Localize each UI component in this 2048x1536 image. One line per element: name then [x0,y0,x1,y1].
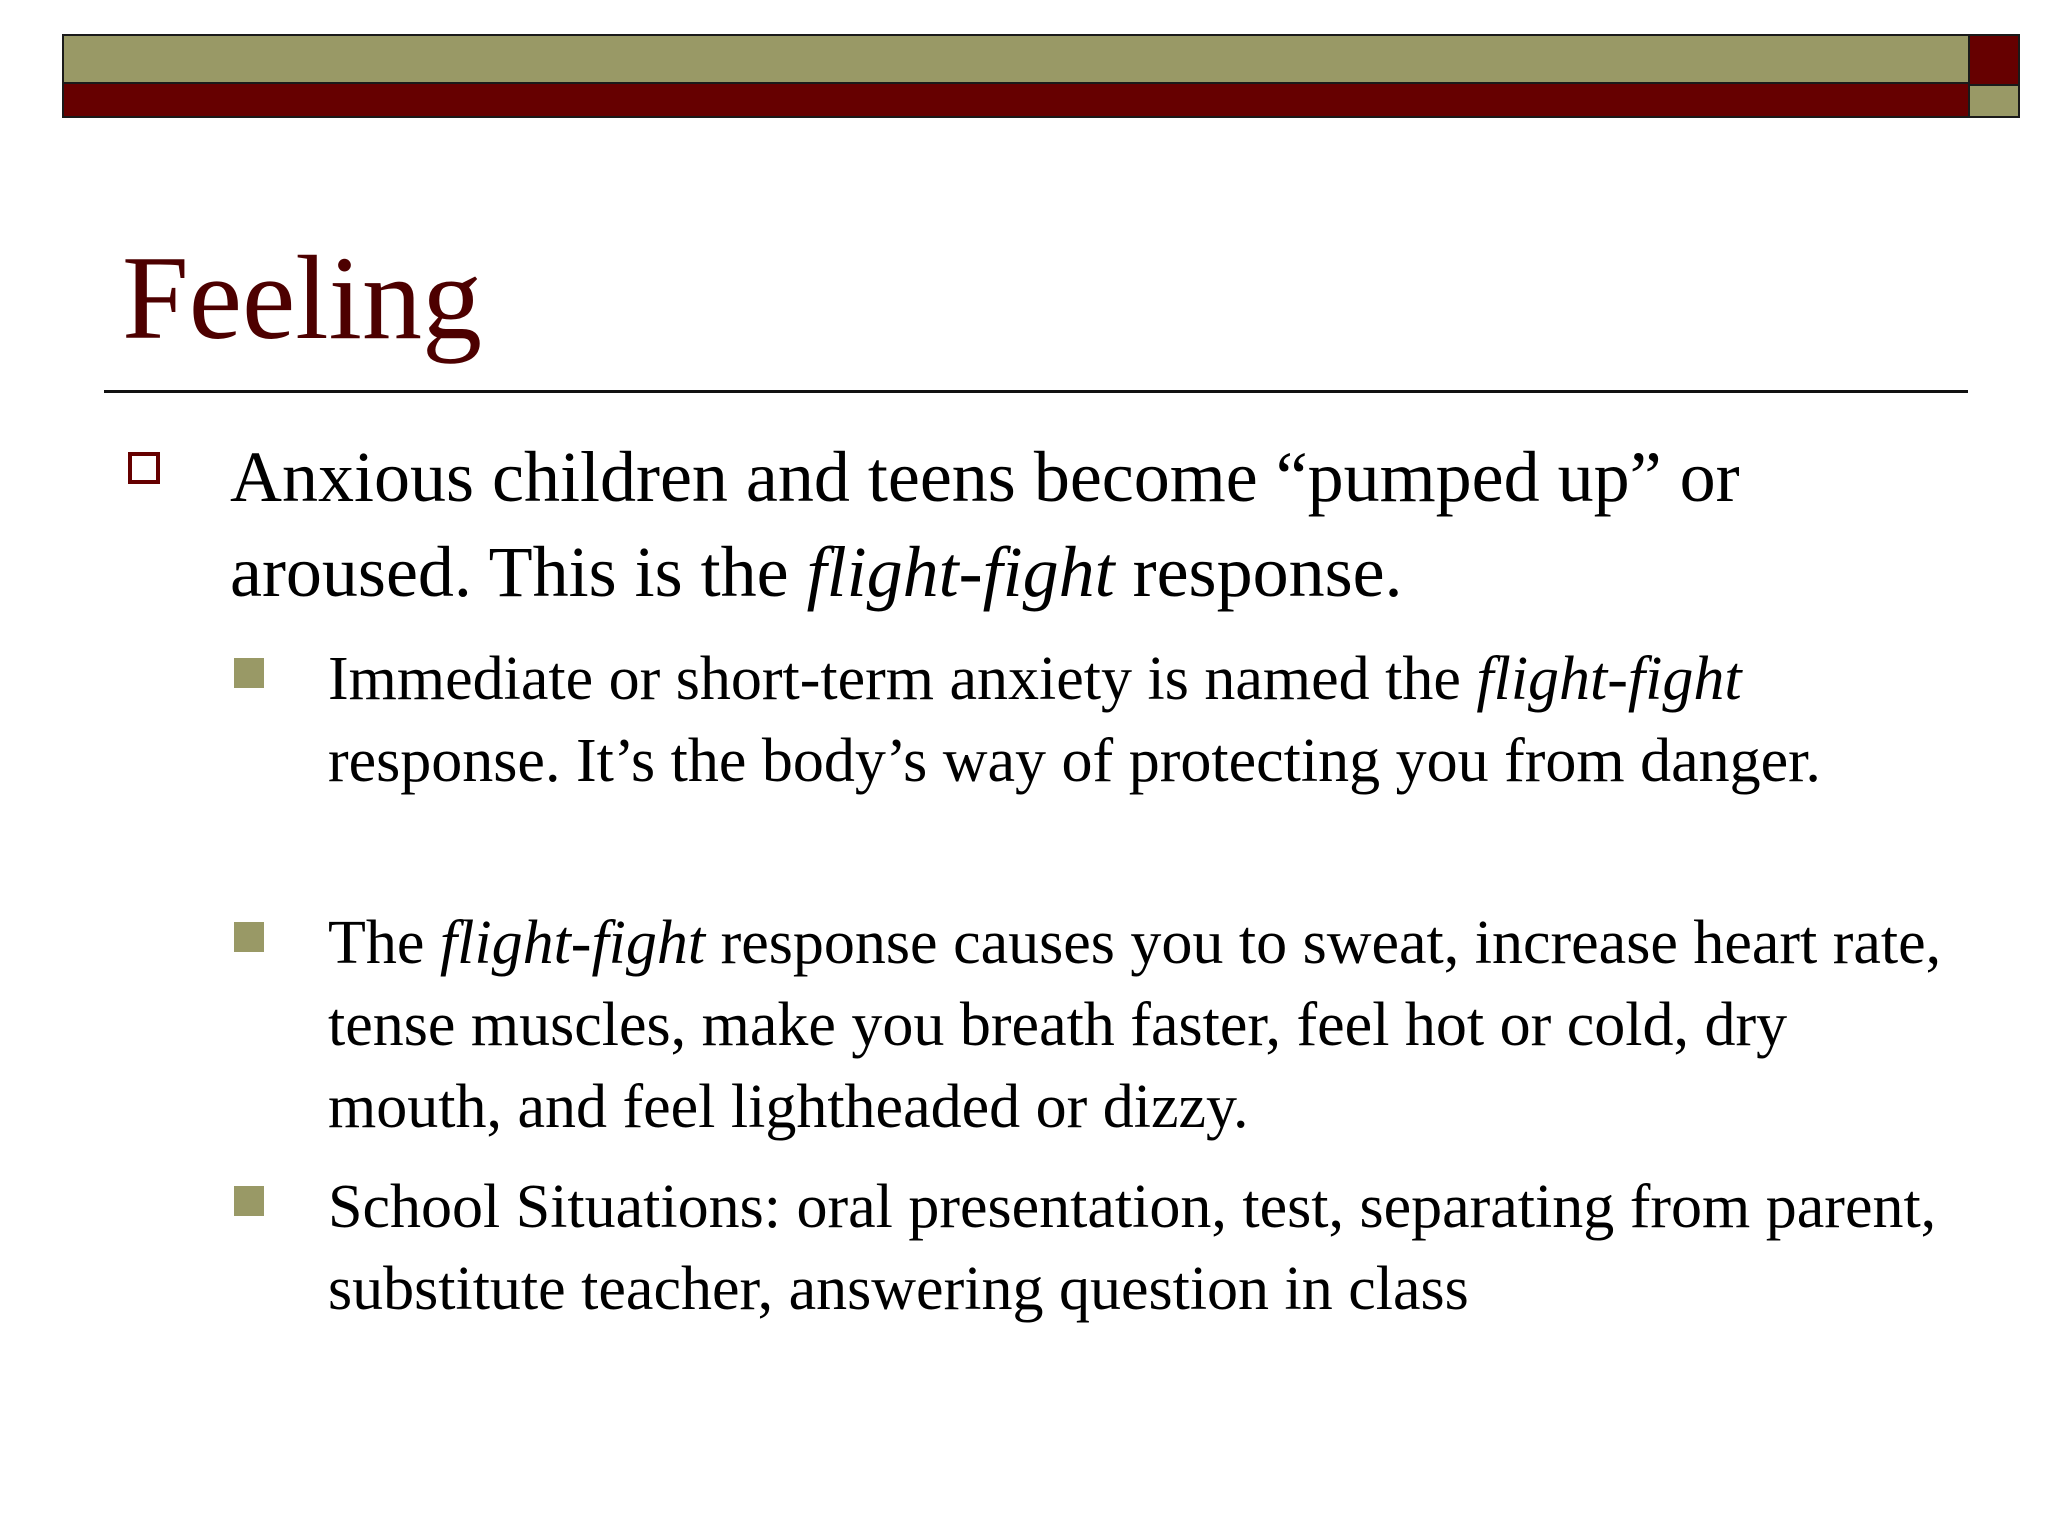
bullet-2-text-emphasis: flight-fight [1476,645,1742,713]
bullet-1-text-emphasis: flight-fight [806,532,1115,612]
header-corner-olive-square [1968,86,2020,118]
header-band-olive [62,34,1970,84]
title-divider [104,390,1968,393]
bullet-2-text [328,638,1948,802]
slide-title: Feeling [122,231,482,364]
filled-square-bullet-icon [234,1186,264,1216]
bullet-3-text-c: response causes you to sweat, increase heart rate, tense muscles, make you breath faster, feel hot or cold, dry mouth, and feel lightheaded or dizzy. [328,909,1942,1141]
bullet-3-text-a: The [328,909,440,977]
bullet-3-text-emphasis: flight-fight [439,909,706,977]
bullet-4-text-a: School Situations: oral presentation, test, separating from parent, substitute teacher, answering question in class [328,1173,1937,1323]
bullet-2-text-a: Immediate or short-term anxiety is named the [328,645,1477,713]
filled-square-bullet-icon [234,658,264,688]
bullet-2-text-c: response. It’s the body’s way of protecting you from danger. [328,727,1821,795]
bullet-1-text [230,430,1930,620]
bullet-1-text-a: Anxious children and teens become “pumped up” or aroused. This is the [230,437,1740,612]
bullet-4-text [328,1166,1948,1330]
hollow-square-bullet-icon [128,452,160,484]
bullet-1-text-c: response. [1114,532,1403,612]
bullet-3-text [328,902,1948,1148]
filled-square-bullet-icon [234,922,264,952]
header-band-red [62,84,1970,118]
header-corner-red-square [1968,34,2020,86]
